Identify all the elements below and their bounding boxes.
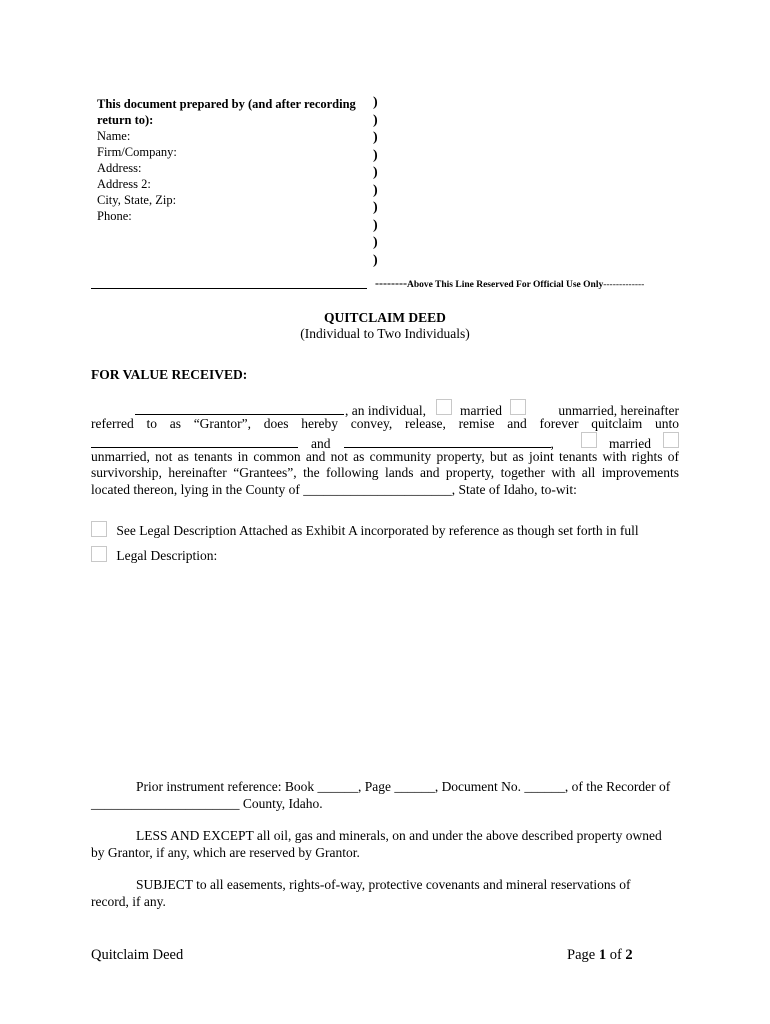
paren: ) xyxy=(373,252,378,268)
grant-line-5: survivorship, hereinafter “Grantees”, the following lands and property, together with all improvements xyxy=(91,465,679,480)
prepared-by-title-cont: return to): xyxy=(97,113,154,127)
footer-total-pages: 2 xyxy=(625,947,633,963)
official-use-dashes-right: ------------- xyxy=(603,280,645,290)
footer-page-word: Page xyxy=(567,947,596,963)
official-use-dashes-left: -------- xyxy=(375,276,407,290)
paren: ) xyxy=(373,147,378,163)
paren: ) xyxy=(373,200,378,215)
exhibit-option[interactable] xyxy=(91,521,639,540)
subject-line-2: record, if any. xyxy=(91,893,166,909)
prior-instrument-line-2: ______________________ County, Idaho. xyxy=(91,795,323,811)
grantee-and-text: and xyxy=(311,436,331,451)
paren: ) xyxy=(373,165,378,180)
grantor-name-blank[interactable] xyxy=(135,402,344,415)
grantees-married-label: married xyxy=(609,436,651,451)
grantor-married-label: married xyxy=(460,403,502,418)
legal-description-label: Legal Description: xyxy=(116,548,218,563)
grant-line-6: located thereon, lying in the County of ______________________, State of Idaho, to-wit: xyxy=(91,481,577,497)
grantor-unmarried-label: unmarried, hereinafter xyxy=(558,403,679,418)
parenthesis-column xyxy=(373,94,378,269)
address2-field-label: Address 2: xyxy=(97,177,151,191)
city-state-zip-field-label: City, State, Zip: xyxy=(97,193,177,207)
grant-line-2: referred to as “Grantor”, does hereby convey, release, remise and forever quitclaim unto xyxy=(91,415,679,431)
grantor-married-checkbox[interactable] xyxy=(436,399,452,415)
grantee1-name-blank[interactable] xyxy=(91,435,298,448)
subject-line-1: SUBJECT to all easements, rights-of-way, protective covenants and mineral reservations of xyxy=(136,877,631,892)
paren: ) xyxy=(373,95,378,110)
footer-of-word: of xyxy=(609,947,622,963)
paren: ) xyxy=(373,130,378,145)
exhibit-label: See Legal Description Attached as Exhibit A incorporated by reference as though set forth in full xyxy=(116,523,639,538)
for-value-received: FOR VALUE RECEIVED: xyxy=(91,367,248,382)
paren: ) xyxy=(373,112,378,128)
address-field-label: Address: xyxy=(97,161,142,175)
legal-description-checkbox[interactable] xyxy=(91,546,107,562)
footer-title: Quitclaim Deed xyxy=(91,947,184,963)
name-field-label: Name: xyxy=(97,129,131,143)
less-except-line-2: by Grantor, if any, which are reserved by Grantor. xyxy=(91,844,360,860)
official-use-note xyxy=(375,276,644,291)
less-except-line-1: LESS AND EXCEPT all oil, gas and minerals, on and under the above described property owned xyxy=(136,828,662,843)
exhibit-checkbox[interactable] xyxy=(91,521,107,537)
prepared-by-title: This document prepared by (and after recording xyxy=(97,97,356,111)
phone-field-label: Phone: xyxy=(97,209,132,223)
paren: ) xyxy=(373,182,378,198)
footer-current-page: 1 xyxy=(598,947,607,963)
grant-line-4: unmarried, not as tenants in common and not as community property, but as joint tenants with rights of xyxy=(91,448,679,464)
paren: ) xyxy=(373,235,378,250)
recording-separator-line xyxy=(91,288,367,289)
document-title: QUITCLAIM DEED xyxy=(324,310,446,325)
grantor-individual-text: , an individual, xyxy=(345,403,426,418)
prepared-by-block xyxy=(97,96,367,224)
prior-instrument-line-1: Prior instrument reference: Book ______, Page ______, Document No. ______, of the Recorder of xyxy=(136,779,671,794)
legal-description-option[interactable] xyxy=(91,546,217,565)
official-use-text: Above This Line Reserved For Official Use Only xyxy=(406,280,604,290)
grantees-married-checkbox[interactable] xyxy=(581,432,597,448)
grantees-unmarried-checkbox[interactable] xyxy=(663,432,679,448)
grantee2-name-blank[interactable] xyxy=(344,435,551,448)
paren: ) xyxy=(373,217,378,233)
footer-page-number xyxy=(567,947,633,964)
grantor-unmarried-checkbox[interactable] xyxy=(510,399,526,415)
document-subtitle: (Individual to Two Individuals) xyxy=(300,326,470,341)
grantee-comma: , xyxy=(550,436,554,451)
firm-field-label: Firm/Company: xyxy=(97,145,177,159)
